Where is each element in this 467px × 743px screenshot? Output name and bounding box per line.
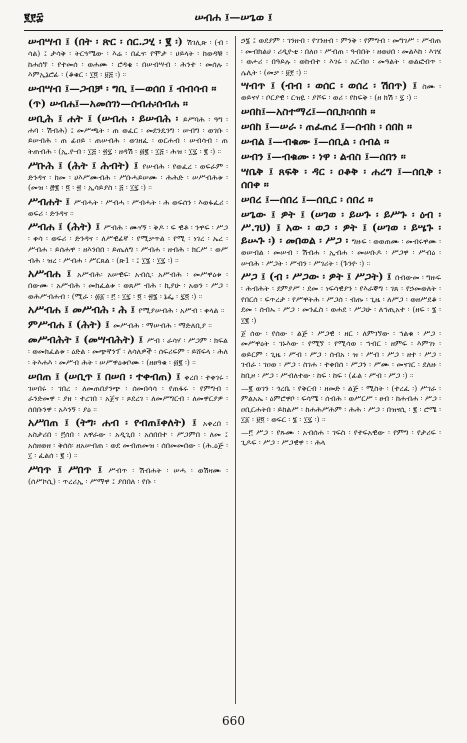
entry-definition: ሥብጥ ፡ ሽብሐት ፡ ሠሓ ፡ ወሽዛሙ ፡ (ሰሥኮሲ) ፡ ጥረሪኢ ፡ ሥማዋ ፤ ያበበለ ፡ የቡ ፡ [28,466,228,487]
dictionary-entry [28,319,228,332]
dictionary-entry [241,121,441,134]
dictionary-entry [241,36,441,78]
entry-definition: መሥብሕ ፡ ማሠብሕ ፡ ማድለቢያ ። [113,321,212,331]
dictionary-entry [28,417,228,462]
entry-definition: አሥብሕ፡ አሠዊፍ፡ አብሲ፡ አሥብሕ ፡ መሥዋዕቱ ፡ በውሙ ፡ አሥብሕ ፡ መክፈልቱ ፡ ወጸሥ ብሕ ፡ ኪያሁ ፡ አወን ፡ ሥጋ ፡ ወሕሥብሐብ ፡ (ሚራ ፡ ፴፩ ፡ ፫ ፡ ፲፯ ፡ ፬ ፡ ፳፮ ፡ ኔፌ ፡ ፯፬ ፡) ። [28,270,228,301]
entry-definition: ይሥባሕ ፡ ዓግ ፡ ሐባ ፡ ሽብሕ) ፤ መሥጫት ፡ ጠ ወፈር ፡ መደንዴንግ ፡ ሠብግ ፡ ወገቡ ፡ ይሠብሕ ፡ ጠ ፊዐይ ፡ ጠሠብሕ ፡ ወገዘፈ ፡ ወርሐብ ፡ ሠብሳብ ፡ ጠ ትጠብሕ ፡ (ኢ.ዮብ ፡ ፲፭ ፡ ፳፯ ፡ ዘዳሽ ፡ ፴፪ ፡ ፲፭ ፡ ሕዝ ፡ ፲፯ ፡ ፪ ፡) ። [28,114,228,156]
entry-definition: —፫ ሥጋ ፡ የጹሙ ፡ አብሰሐ ፡ ገፍስ ፡ የተፍአዊው ፡ የምግ ፡ የታሪፍ ፡ ጊዶፍ ፡ ሥጋ ፡ ሥጋዊዋ ፡ ፡ ሕላ [241,427,441,448]
page-header-number: ፪፻፰ [24,11,44,24]
entry-headword: ሠቢሕ ፤ ሐት ፤ (ሠብሐ ፡ ይሠብሕ ፡ [28,112,183,125]
dictionary-entry [241,80,441,104]
entry-definition: ሥብ ፡ ራሳሃ ፡ ሥጋም ፡ ክፍል ፡ ወመክፈልቱ ፡ ዕድል ፡ መጭኛንፕ ፡ ለሳለዎች ፡ ሰፍሪፍም ፡ ይሸፍላ ፡ ሕለ ፡ ትእሐእ ፡ መሥብ ሕት ፡ ሠሥዋዕቱቦሙ ፡ (ዘፀዓቁ ፡ ፴፪ ፡) ። [28,336,228,367]
entry-definition: የሠብሕ ፡ የወፈረ ፡ ወፍራም ፡ ድንዳና ፡ ከመ ፡ ሀእሥሙብሕ ፡ ሥቡሓይሠሙ ፡ ሕሕድ ፡ ሠሥብሕቱ ፡ (መዝ ፡ ፸፪ ፡ ፬ ፡ ፳ ፡ ኢሳይያስ ፡ ፭ ፡ ፲፯ ፡) ። [28,161,228,193]
entry-headword: ሥቡሕ ፤ (ሕት ፤ ሕብት) ፤ [28,159,143,172]
entry-headword: ሠጌው ፤ ዎት ፤ (ሠገወ ፡ ይሠጉ ፡ ይሥጉ ፡ ዕብ ፡ ሥ.ገህ) ፤ አው ፡ ወጋ ፡ ዎት ፤ (ሠገወ ፡ ይሤጉ ፡ ይሡጉ ፡) ፡ መበወል ፡ ሥጋ ፡ [241,208,441,247]
dictionary-entry [241,329,441,382]
page-header [24,8,443,28]
dictionary-entry [28,268,228,302]
dictionary-entry [241,428,441,449]
entry-headword: ምሥብሐ ፤ (ሕት) ፤ [28,319,114,332]
page-number: 660 [222,714,245,728]
page-header-title: ሠብሐ ፤—ሠጌወ ፤ [194,11,273,24]
entry-definition: የሚያሠብሕ ፡ አሥብ ፡ ቀላል ። [138,306,225,316]
dictionary-entry [241,271,441,326]
entry-definition: —፪ ወገን ፡ ጎረቤ ፡ የቅርብ ፡ ዘመድ ፡ ልጅ ፡ ሚስት ፡ (ተረፈ ፡) ሥገራ ፡ ምልአኤ ፡ ዕምሮዋቦ ፡ ፍሳሜ ፡ ሰብሕ ፡ ወሥርሥ ፡ ፀብ ፡ ከሐብሐ ፡ ሥጋ ፡ ዐቢርሐትበ ፡ ይከልሥ ፡ ከሐሕሥሕም ፡ ሕሕ ፡ ሥጋ ፡ በዝናሲ ፡ ፪ ፡ ሮሜ ፡ ፲፩ ፡ ፱፬ ፡ ወፍር ፡ ፮ ፡ ፲፯ ፡) ። [241,383,441,425]
column-divider [235,36,236,704]
entry-definition: ኃ፮ ፤ ወደያም ፡ ገንዘብ ፡ የገንዘብ ፡ ምንቅ ፡ የምግብ ፡ መግገሥ ፡ ሥብጠ ፡ መብክልሀ ፡ ሪዲዮቲ ፡ በለዐ ፡ ሥብጠ ፡ ዓብበት ፡ ዘወሀበ ፡ መልእከ ፡ እገሄ ፡ ወሖሪ ፡ በዓይሉ ፡ ወከብተ ፡ እገሩ ፡ አርብዐ ፡ መዓልት ፡ ወልፎብጥ ፡ ሌሊት ፡ (መቃ ፡ ፱፻ ፡) ። [241,36,441,77]
dictionary-entry [28,221,228,266]
dictionary-entry [28,98,228,111]
dictionary-entry [28,160,228,194]
entry-definition: ሥብሕ ፡ ሙሃኝ ፡ ቅዶ ፡ ፍ ዊቶ ፡ ንዋፍ ፡ ሥጋ ፡ ቀሳ ፡ ወፍሪ ፡ ድንዳና ፡ ለሥዊፊኛ ፡ የሚቃጥል ፡ የሚ ፡ ነገረ ፡ ኤረ ፡ ሥብሐ ፡ ይሰሐዋ ፡ ዘእንበበ ፡ ይጤለግ ፡ ሥብሐ ፡ ዘብሕ ፡ ክርሥ ፡ ወሥ ብሕ ፡ ዝረ ፡ ሥብሐ ፡ ሥርጸል ፡ (ጽ1 ፡ ፤ ፲፮ ፡ ፲፯ ፡) ። [28,223,228,265]
entry-headword: ሠበከ ፤—ሠራ ፡ ጠፈጠረ ፤—ሰብከ ፡ ሰበከ ። [241,120,412,133]
entry-definition: ግዙፍ ፡ ወወጠሙ ፡ መብሩዋሙ ፡ ወሠብል ፡ መሠብ ፡ ሽብሐ ፡ ኢብሐ ፡ መሠቡዶ ፡ ሥጋዋ ፡ ሥብዕ ፡ ሠብሕ ፡ ሥጋት ፡ ሥብን ፡ ሥገሪት ፡ (ጉንዮ ፡) ። [241,236,441,268]
dictionary-entry [28,196,228,220]
dictionary-entry [241,384,441,426]
entry-definition: ስሙ ፡ ወይናሃ ፡ ቦርያዊ ፡ ርዝዬ ፡ ያሾፍ ፡ ወሪ ፡ የከፍቅ ፡ (ዘ ክሽ ፡ ፯ ፡) ። [241,82,441,103]
entry-definition: ቀረበ ፡ ተቀገሩ ፡ ገሠበሩ ፡ ገበረ ፡ ለመጠበያንጭ ፡ ሰመበሳሳ ፡ የጠፋሩ ፡ የምግብ ፡ ራንድመዋ ፡ ያዘ ፡ ተረገበ ፡ አጀና ፡ ጾደረገ ፡ ለመሥግርብ ፡ ለመዋርያዎ ፡ ሰበቡንዋ ፡ አእንኝ ፡ ያዕ ። [28,372,228,414]
entry-headword: ሥብሐት ፤ [28,195,74,208]
entry-definition: ጀ ሰው ፡ የሰው ፡ ልጅ ፡ ሥጋዊ ፡ ዘር ፡ ለምገኘው ፡ ኅልቁ ፡ ሥጋ ፡ መሥዋዕት ፡ ገኑእው ፡ የሚኘ ፡ የሚሳወ ፡ ኀብር ፡ ዘምፍ ፡ እምገነ ፡ ወይርም ፡ ጊዜ ፡ ሥብ ፡ ሥጋ ፡ ሰብአ ፡ ዝ ፡ ሥብ ፡ ሥጋ ፡ ዘተ ፡ ሥጋ ፡ ገብራ ፡ ገዐወ ፡ ሥጋ ፡ ስገሐ ፡ ተቀበሰ ፡ ሥጋን ፡ ሥሙ ፡ መናገር ፡ ደለዙ ፡ ከቢዞ ፡ ሥጋ ፡ ሥብለተው ፡ ከፍ ፡ ከፍ ፡ (ፊል ፡ ሥብ ፡ ሥጋ ፡) ። [241,328,441,380]
header-rule [24,30,443,31]
dictionary-entry [28,371,228,416]
entry-headword: ሠበከ፤—አስተማረ፤—ሰቢክ፡ሰበከ ። [241,105,376,118]
dictionary-entry [241,194,441,207]
entry-headword: አሥበጠ ፤ (ትግ፡ ሐብ ፡ የብጠ፤ቀለት) ፤ [28,417,203,430]
entry-definition: ሽገሊጽ ፡ (ብ ፡ ሳል) ፤ ታሳቅ ፡ ትርጓሜው ፡ እሬ ፡ በፈና፡ የሞታ ፡ ሀይላት ፡ ከወዳቹ ፡ ከሐሰኘ ፡ የተመሰ ፡ ወሐሙ ፡ ሮዳቄ ፡ በሠብሣብ ፡ ሕንተ ፡ መሰሉ ፡ እምኢኔሮፊ ፡ (ቆቁር ፡ ፲፬ ፡ ፱፭ ፡) ። [28,38,228,80]
entry-definition: አቀረበ ፡ አስታሪበ ፡ ፫ሰበ ፡ አዋራው ፡ አዲጊበ ፡ አሰበበተ ፡ ሥጋምበ ፡ ለመ ፤ አሰዘወዘ ፡ ቅሰሰ፡ ዘአሠብጠ ፡ ወደ መብጠመዝ ፡ ሰበመመበው ፡ (ሕ.ዕጅ ፡ ፲ ፡ ፈልሰ ፡ ፪ ፡) ። [28,419,228,461]
dictionary-entry [241,151,441,164]
entry-definition: ሥብሓት ፡ ሥብሓ ፡ ሥብሓት ፡ ሕ ወፍሰን ፡ እወፋፈሪ ፡ ወፍሪ ፡ ድንዳና ። [28,197,228,218]
dictionary-entry [28,83,228,96]
entry-headword: ሥባጥ ፤ ሥበጥ ፤ [28,464,109,477]
entry-headword: ሥብሐ ፤ (ሕት) ፤ [28,221,104,234]
entry-headword: ሠብል ፤—ብቁሙ ፤—ሰቢል ፡ ሰብል ። [241,135,390,148]
left-column [28,36,228,704]
entry-headword: አሥብሐ ፤ መሥብሕ ፡ ሕ ፤ [28,304,139,317]
entry-headword: ሣብጥ ፤ (ብብ ፡ ወሰር ፡ ወሰረ ፡ ሽበጥ) ፤ [241,80,423,93]
entry-headword: ሠበረ ፤—ሰበረ ፤—ሰቢር ፡ ሰበረ ። [241,193,374,206]
dictionary-entry [241,136,441,149]
entry-headword: (ጥ) ሠብሐ፤—አመሰገነ—ሰብሐ፡ሰብሐ ። [28,97,188,110]
dictionary-entry [28,334,228,368]
dictionary-entry [241,209,441,269]
entry-headword: መሥብሕት ፤ (መሣብሕት) ፤ [28,334,147,347]
dictionary-entry [241,106,441,119]
entry-headword: ሥጋ ፤ (ብ ፡ ሥጋው ፡ ዎት ፤ ሥጋት) ፤ [241,271,396,284]
entry-headword: ሠበጠ ፤ (ሠቢጥ ፤ በሠበ ፡ ተቀብጠ) ፤ [28,370,185,383]
entry-headword: ሠብሣብ ፤—ጋብቻ ፡ ግቢ ፤—ወሰበ ፤ ብብሳብ ። [28,82,217,95]
dictionary-entry [28,464,228,488]
dictionary-entry [28,36,228,81]
right-column [241,36,441,704]
dictionary-entry [28,304,228,317]
entry-headword: ሣቤቅ ፤ ጸፍቅ ፡ ዳር ፡ ዐቆቅ ፡ ሐረግ ፤—ሰቢቅ ፡ ሰበቀ ። [241,165,441,191]
entry-definition: በብውመ ፡ ግዙፍ ፡ ሕብሕት ፡ ደምያሥ ፡ ደመ ፡ ነፍሳዊያን ፡ የእራኞግ ፡ ገጸ ፡ የኃመወለት ፡ የበርሰ ፡ ፍጥረታ ፡ የሥዋትሕ ፡ ሥጋሰ ፡ ብጡ ፡ ጊዜ ፡ ለሥጋ ፡ ወዘሥደቆ ፡ ደመ ፡ ሰብኡ ፡ ሥጋ ፡ መንፈስ ፡ ወሐደ ፡ ሥጋሁ ፡ ለኅጢአተ ፡ (ዘፍ ፡ ፮ ፡ ፲፪ ፡) [241,273,441,325]
entry-headword: ሠብን ፤—ብቁሙ ፡ ነዋ ፡ ልብስ ፤—ሰበን ። [241,150,406,163]
dictionary-entry [28,113,228,158]
entry-headword: ሠብሣብ ፤ (በት ፡ ጽር ፡ ሰር.ጋሂ ፡ ፪ ፡) [28,36,187,48]
entry-headword: አሥብሐ ፤ [28,268,78,281]
dictionary-entry [241,166,441,192]
